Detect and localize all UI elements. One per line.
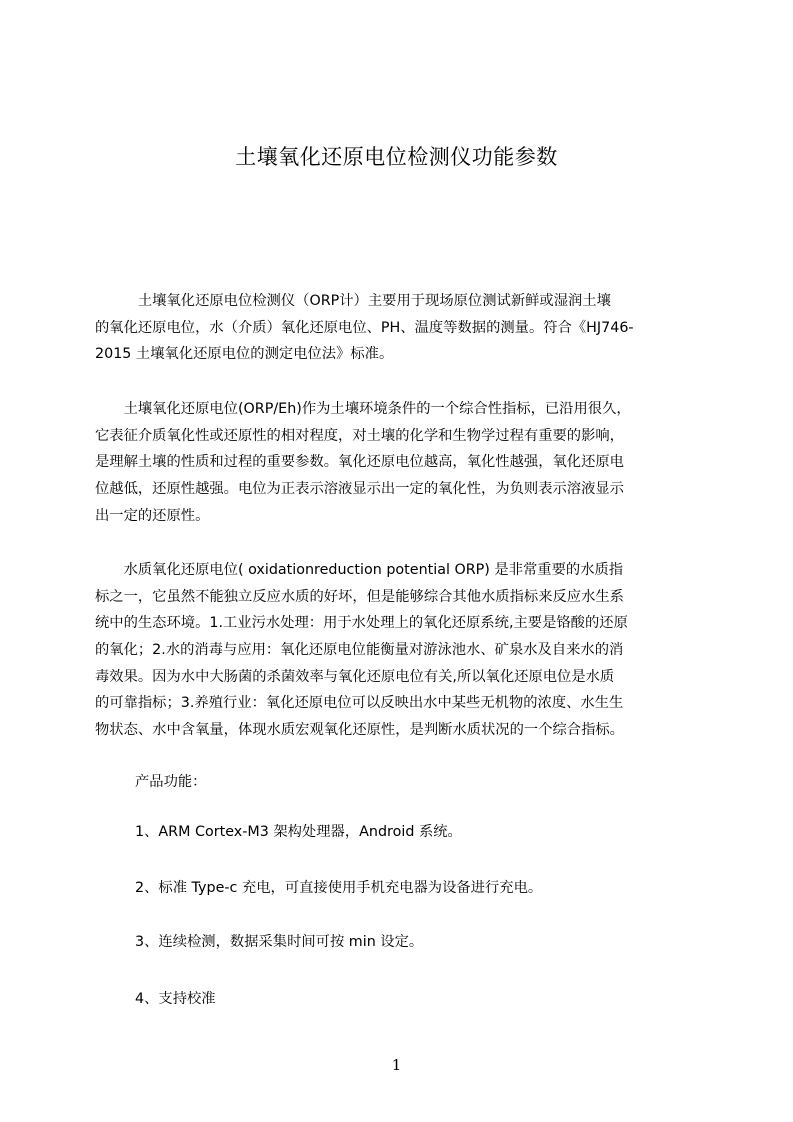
water-orp-paragraph <box>95 557 698 744</box>
paragraph-line: 土壤氧化还原电位(ORP/Eh)作为土壤环境条件的一个综合性指标，已沿用很久， <box>95 401 631 417</box>
soil-orp-paragraph <box>95 396 698 529</box>
feature-item: 4、支持校准 <box>135 991 216 1007</box>
paragraph-line: 是理解土壤的性质和过程的重要参数。氧化还原电位越高，氧化性越强，氧化还原电 <box>95 454 624 471</box>
paragraph-line: 2015 土壤氧化还原电位的测定电位法》标准。 <box>95 346 394 363</box>
paragraph-line: 毒效果。因为水中大肠菌的杀菌效率与氧化还原电位有关,所以氧化还原电位是水质 <box>95 668 615 685</box>
feature-item: 3、连续检测，数据采集时间可按 min 设定。 <box>135 934 424 950</box>
paragraph-line: 的氧化；2.水的消毒与应用：氧化还原电位能衡量对游泳池水、矿泉水及自来水的消 <box>95 642 624 659</box>
document-title: 土壤氧化还原电位检测仪功能参数 <box>235 145 558 169</box>
feature-item: 2、标准 Type-c 充电，可直接使用手机充电器为设备进行充电。 <box>135 880 543 896</box>
paragraph-line: 标之一，它虽然不能独立反应水质的好坏，但是能够综合其他水质指标来反应水生系 <box>95 588 624 605</box>
paragraph-line: 位越低，还原性越强。电位为正表示溶液显示出一定的氧化性，为负则表示溶液显示 <box>95 481 624 498</box>
paragraph-line: 物状态、水中含氧量，体现水质宏观氧化还原性，是判断水质状况的一个综合指标。 <box>95 722 624 739</box>
paragraph-line: 的可靠指标；3.养殖行业：氧化还原电位可以反映出水中某些无机物的浓度、水生生 <box>95 695 624 712</box>
paragraph-line: 它表征介质氧化性或还原性的相对程度，对土壤的化学和生物学过程有重要的影响， <box>95 427 624 444</box>
page-number: 1 <box>391 1056 402 1074</box>
paragraph-line: 统中的生态环境。1.工业污水处理：用于水处理上的氧化还原系统,主要是铬酸的还原 <box>95 615 628 632</box>
intro-paragraph <box>95 288 698 368</box>
paragraph-line: 的氧化还原电位，水（介质）氧化还原电位、PH、温度等数据的测量。符合《HJ746- <box>95 319 634 336</box>
features-heading: 产品功能： <box>135 774 207 790</box>
paragraph-line: 土壤氧化还原电位检测仪（ORP计）主要用于现场原位测试新鲜或湿润土壤 <box>95 293 611 309</box>
paragraph-line: 水质氧化还原电位( oxidationreduction potential ORP) 是非常重要的水质指 <box>95 562 624 578</box>
paragraph-line: 出一定的还原性。 <box>95 507 210 524</box>
feature-item: 1、ARM Cortex-M3 架构处理器，Android 系统。 <box>135 824 462 840</box>
